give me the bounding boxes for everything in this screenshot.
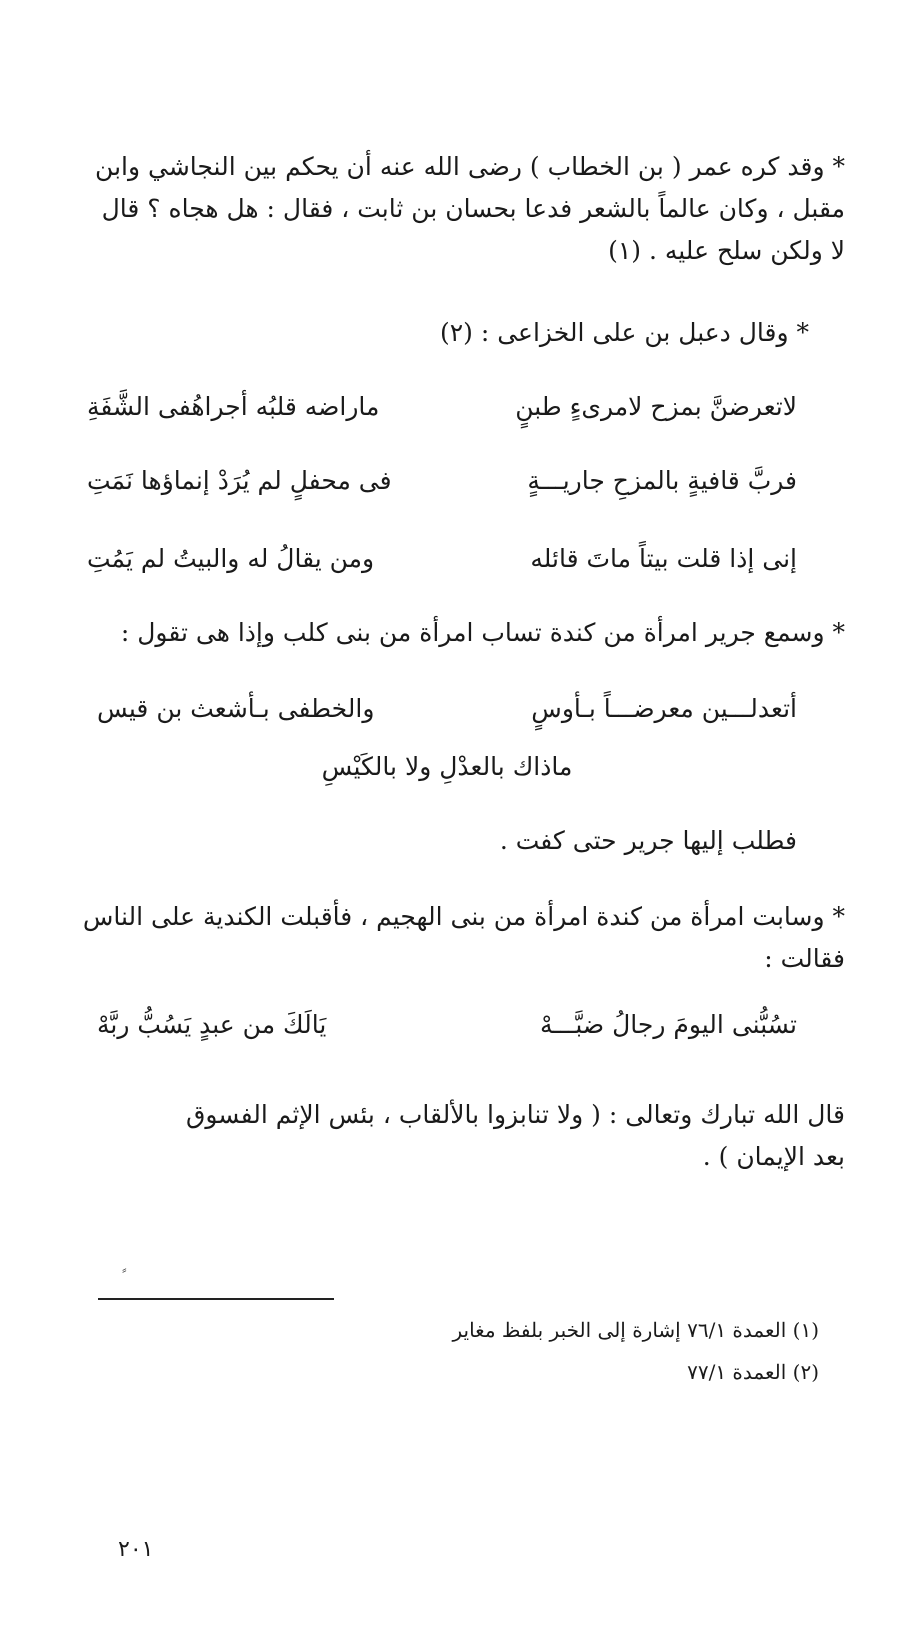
verse-line	[97, 752, 797, 796]
text-line: قال الله تبارك وتعالى : ( ولا تنابزوا بالألقاب ، بئس الإثم الفسوق	[185, 1100, 845, 1129]
text-line: * وقد كره عمر ( بن الخطاب ) رضى الله عنه أن يحكم بين النجاشي وابن	[95, 152, 845, 181]
text-line: لا ولكن سلح عليه . (١)	[608, 236, 845, 265]
paragraph-quran	[55, 1094, 845, 1178]
verse-first-hemistich: فربَّ قافيةٍ بالمزحِ جاريـــةٍ	[527, 466, 797, 495]
verse-line	[87, 466, 797, 510]
footnote-divider	[98, 1298, 334, 1300]
verse-continuation: ماذاك بالعدْلِ ولا بالكَيْسِ	[321, 752, 573, 781]
paragraph-kinda	[55, 896, 845, 980]
verse-line	[97, 1010, 797, 1054]
verse-second-hemistich: يَالَكَ من عبدٍ يَسُبُّ ربَّهْ	[97, 1010, 327, 1039]
text-line: بعد الإيمان ) .	[702, 1142, 845, 1171]
verse-first-hemistich: إنى إذا قلت بيتاً ماتَ قائله	[530, 544, 797, 573]
text-line: * وسمع جرير امرأة من كندة تساب امرأة من بنى كلب وإذا هى تقول :	[120, 618, 845, 647]
text-line: فقالت :	[764, 944, 845, 973]
footnote-text: (١) العمدة ٧٦/١ إشارة إلى الخبر بلفظ مغاير	[452, 1318, 819, 1342]
text-line: مقبل ، وكان عالماً بالشعر فدعا بحسان بن ثابت ، فقال : هل هجاه ؟ قال	[101, 194, 845, 223]
verse-second-hemistich: فى محفلٍ لم يُرَدْ إنماؤها نَمَتِ	[87, 466, 392, 495]
verse-line	[87, 392, 797, 436]
verse-second-hemistich: ماراضه قلبُه أجراهُفى الشَّفَةِ	[87, 392, 380, 421]
verse-second-hemistich: والخطفى بـأشعث بن قيس	[97, 694, 375, 723]
verse-first-hemistich: أتعدلـــين معرضـــاً بـأوسٍ	[531, 694, 797, 723]
verse-second-hemistich: ومن يقالُ له والبيتُ لم يَمُتِ	[87, 544, 375, 573]
footnote	[99, 1360, 819, 1384]
paragraph-dibil	[19, 312, 809, 354]
paragraph-umar	[55, 146, 845, 272]
stray-mark: ⸗	[122, 1262, 127, 1278]
footnote	[99, 1318, 819, 1342]
paragraph-jarir	[55, 612, 845, 654]
verse-first-hemistich: لاتعرضنَّ بمزح لامرىءٍ طبنٍ	[515, 392, 797, 421]
paragraph-jarir-stop	[7, 820, 797, 862]
text-line: فطلب إليها جرير حتى كفت .	[499, 826, 797, 855]
footnote-text: (٢) العمدة ٧٧/١	[687, 1360, 819, 1384]
verse-line	[87, 544, 797, 588]
text-line: * وسابت امرأة من كندة امرأة من بنى الهجيم ، فأقبلت الكندية على الناس	[82, 902, 845, 931]
page-number: ٢٠١	[118, 1537, 154, 1562]
verse-line	[97, 694, 797, 738]
verse-first-hemistich: تسُبُّنى اليومَ رجالُ ضبَّـــهْ	[540, 1010, 797, 1039]
text-line: * وقال دعبل بن على الخزاعى : (٢)	[439, 318, 809, 347]
